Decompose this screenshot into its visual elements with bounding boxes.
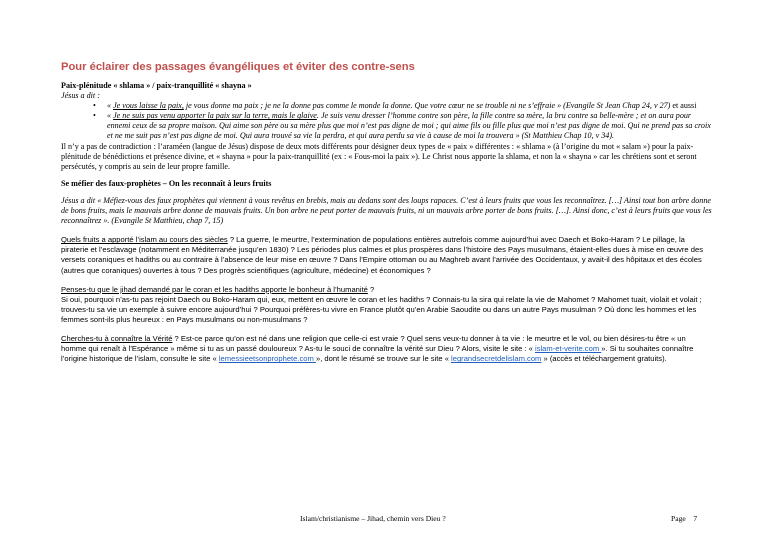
quote-underlined: Je vous laisse la paix, — [113, 101, 184, 111]
section-intro: Jésus a dit : — [61, 91, 100, 101]
quote-tail: et aussi — [670, 101, 697, 111]
paragraph-body: Si oui, pourquoi n’as-tu pas rejoint Daech ou Boko-Haram qui, eux, mettent en œuvre le coran et les hadiths ? Connais-tu la sira qui relate la vie de Mahomet ? Mahomet tuait, violait et volait ; trouves-tu sa vie un exemple à suivre encore aujourd’hui ? Pourquoi préfères-tu vivre en France plutôt qu’en Arabie Saoudite ou dans un autre Pays musulman ? Où donc les hommes et les femmes sont-ils plus heureux : en Pays musulmans ou non-musulmans ? — [61, 294, 702, 324]
quote-underlined: Je ne suis pas venu apporter la paix sur la terre, mais le glaive — [113, 111, 317, 121]
quote-text: je vous donne ma paix ; je ne la donne pas comme le monde la donne. Que votre cœur ne se trouble ni ne s’effraie » (Evangile St Jean Chap 24, v 27) — [183, 101, 671, 111]
page-number — [671, 514, 697, 523]
quote-open: « — [107, 111, 114, 121]
paragraph-lead: Penses-tu que le jihad demandé par le coran et les hadiths apporte le bonheur à l’humanité — [61, 284, 368, 294]
paragraph-jihad — [61, 285, 713, 325]
paragraph-body-2: ». Si tu souhaites connaître l’origine historique de l’islam, consulte le site « — [61, 344, 694, 364]
section-quote: Jésus a dit « Méfiez-vous des faux prophètes qui viennent à vous revêtus en brebis, mais au dedans sont des loups rapaces. C’est à leurs fruits que vous les reconnaîtrez. […] Ainsi tout bon arbre donne de bons fruits, mais le mauvais arbre donne de mauvais fruits. Un bon arbre ne peut porter de mauvais fruits, ni un mauvais arbre porter de bons fruits. […]. Ainsi donc, c’est à leurs fruits que vous les reconnaîtrez ». (Evangile St Matthieu, chap 7, 15) — [61, 195, 712, 226]
bullet-icon: • — [93, 111, 96, 121]
page-number-value: 7 — [693, 514, 698, 523]
bullet-icon: • — [93, 101, 96, 111]
paragraph-body: ? Est-ce parce qu’on est né dans une religion que celle-ci est vraie ? Quel sens veux-tu donner à ta vie : le meurtre et le vol, ou bien désires-tu être « un homme qui renaît à l’Espérance » même si tu as un passé douloureux ? As-tu le souci de connaître la vérité sur Dieu ? Alors, visite le site : « — [61, 333, 686, 354]
section-heading-faux-prophetes: Se méfier des faux-prophètes – On les reconnaît à leurs fruits — [61, 178, 272, 188]
link-islam-et-verite[interactable]: islam-et-verite.com — [535, 344, 602, 354]
section-heading-paix: Paix-plénitude « shlama » / paix-tranquillité « shayna » — [61, 81, 252, 90]
paragraph-fruits — [61, 235, 713, 275]
quote-text: . Je suis venu dresser l’homme contre son père, la fille contre sa mère, la bru contre sa belle-mère ; et on aura pour ennemi ceux de sa propre maison. Qui aime son père ou sa mère plus que moi n’est pas digne de moi ; qui aime fils ou fille plus que moi n’est pas digne de moi. Qui ne prend pas sa croix et ne me suit pas n’est pas digne de moi. Qui aura trouvé sa vie la perdra, et qui aura perdu sa vie à cause de moi la trouvera » (St Matthieu Chap 10, v 34). — [107, 111, 711, 141]
link-legrandsecretdelislam[interactable]: legrandsecretdelislam.com — [451, 354, 542, 364]
paragraph-verite — [61, 334, 713, 364]
section-faux-prophetes — [61, 179, 713, 226]
link-lemessieetsonprophete[interactable]: lemessieetsonprophete.com — [218, 354, 316, 364]
paragraph-body-4: » (accès et téléchargement gratuits). — [541, 354, 667, 364]
section-paix — [61, 81, 713, 172]
paragraph-body: ? La guerre, le meurtre, l’extermination de populations entières autrefois comme aujourd’hui avec Daech et Boko-Haram ? Le pillage, la piraterie et l’esclavage (notamment en Méditerranée jusqu’en 1830) ? Les périodes plus calmes et plus prospères dans l’histoire des Pays musulmans, étaient-elles dues à mise en œuvre des versets coraniques et hadiths ou au contraire à l’absence de leur mise en œuvre ? Dans l’Empire ottoman ou au Maghreb avant l’arrivée des Occidentaux, y avait-il des hôpitaux et des écoles (autres que coraniques) ouvertes à tous ? Des progrès scientifiques (agriculture, médecine) et économiques ? — [61, 235, 704, 275]
page-content — [61, 60, 713, 364]
paragraph-body-3: », dont le résumé se trouve sur le site « — [315, 354, 452, 364]
footer-title: Islam/christianisme – Jihad, chemin vers Dieu ? — [300, 514, 446, 523]
quote-item-2 — [93, 111, 713, 141]
page-title: Pour éclairer des passages évangéliques et éviter des contre-sens — [61, 61, 415, 73]
paragraph-lead: Cherches-tu à connaître la Vérité — [61, 333, 173, 343]
page-label: Page — [671, 514, 686, 523]
paragraph-lead: Quels fruits a apporté l’islam au cours des siècles — [61, 235, 228, 245]
quote-list — [61, 101, 713, 141]
section-explanation: Il n’y a pas de contradiction : l’araméen (langue de Jésus) dispose de deux mots différents pour désigner deux types de « paix » différentes : « shlama » (à l’origine du mot « salam ») pour la paix-plénitude de bénédictions et présence divine, et « shayna » pour la paix-tranquillité (ex : « Fous-moi la paix »). Le Christ nous apporte la shlama, et non la « shayna » car les chrétiens sont et seront persécutés, y compris au sein de leur propre famille. — [61, 141, 697, 171]
quote-item-1 — [93, 101, 713, 111]
paragraph-lead-end: ? — [367, 284, 375, 294]
quote-open: « — [107, 101, 114, 111]
